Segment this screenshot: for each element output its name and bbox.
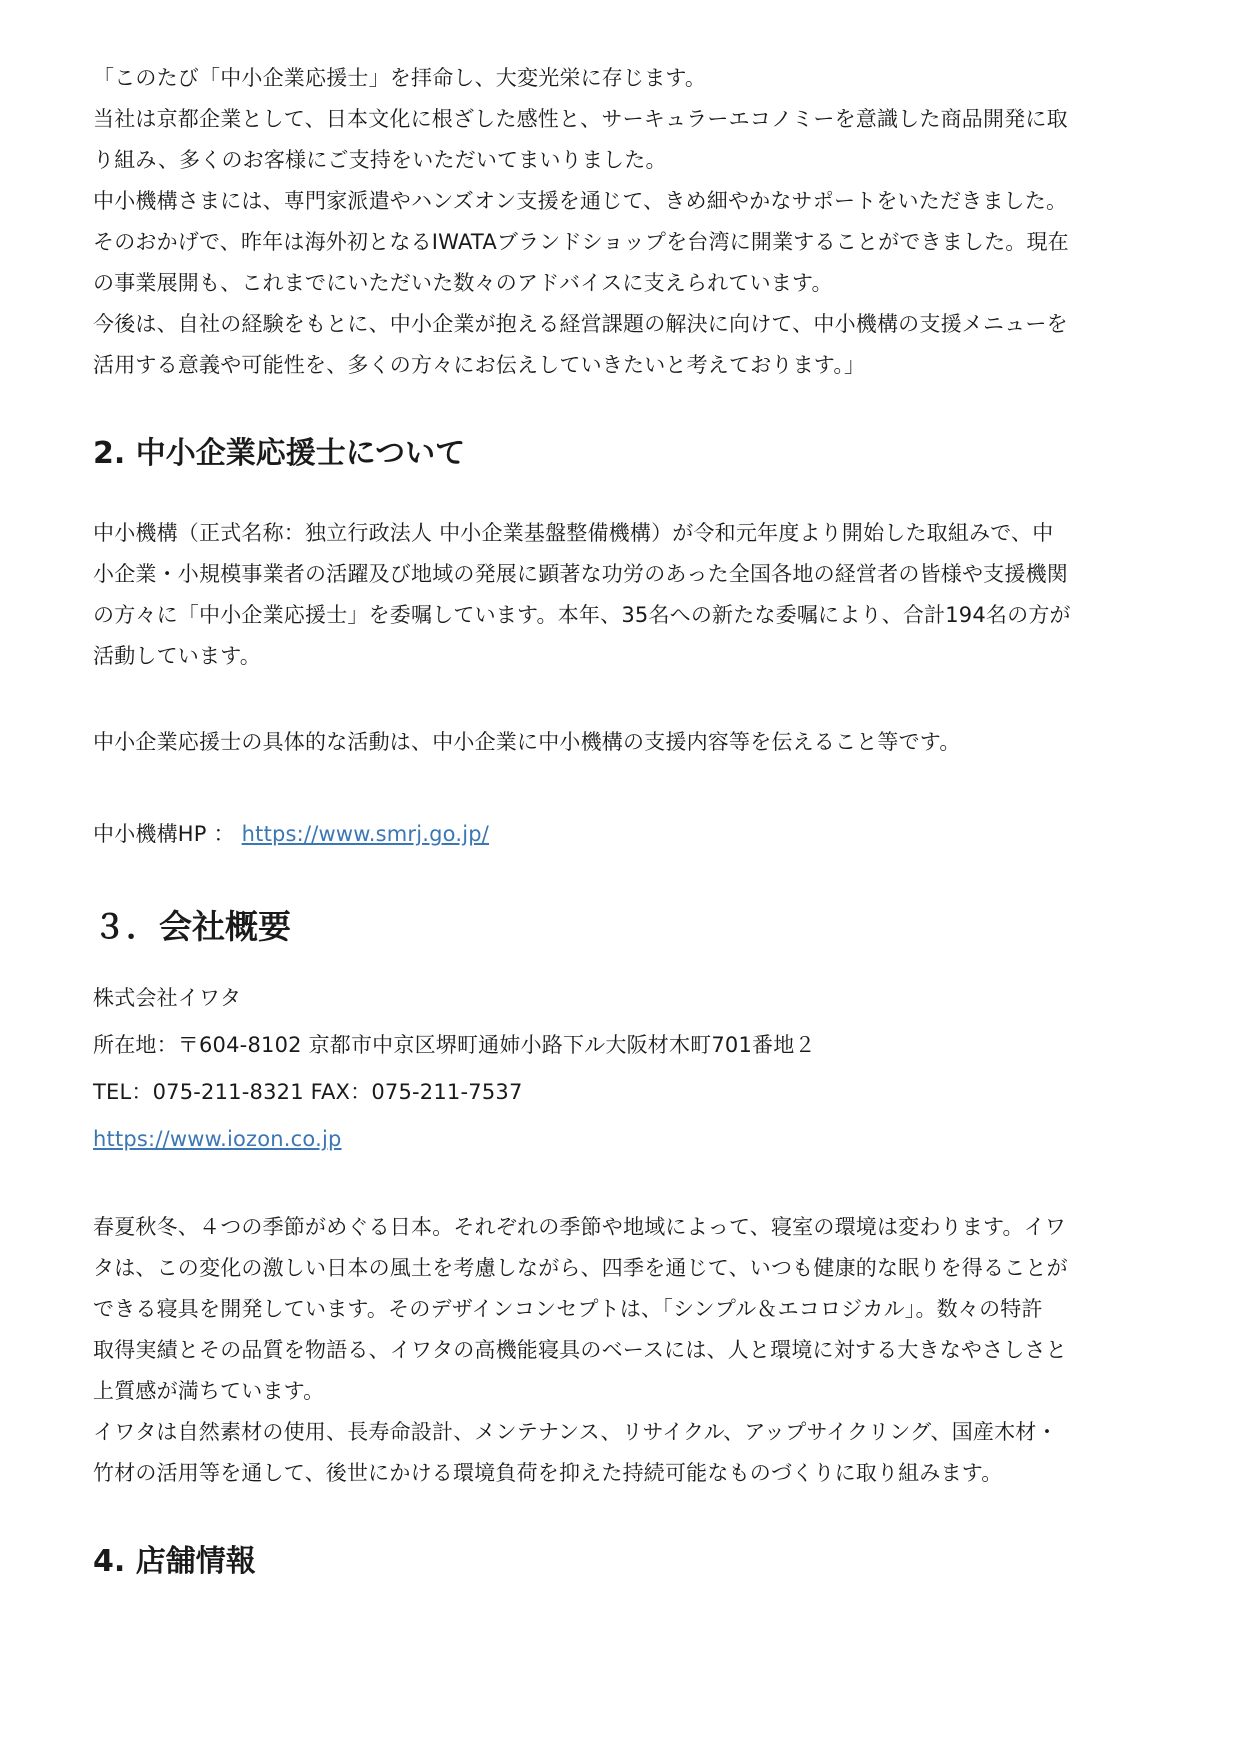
company-desc-line: できる寝具を開発しています。そのデザインコンセプトは、「シンプル＆エコロジカル」。数々の特許 <box>93 1297 1043 1321</box>
greeting-line: 当社は京都企業として、日本文化に根ざした感性と、サーキュラーエコノミーを意識した商品開発に取 <box>93 107 1068 131</box>
company-info <box>93 975 1153 1163</box>
greeting-paragraph <box>93 58 1153 386</box>
section-2-description <box>93 513 1153 677</box>
company-desc-line: 取得実績とその品質を物語る、イワタの高機能寝具のベースには、人と環境に対する大きなやさしさと <box>93 1338 1067 1362</box>
company-address: 所在地：〒604-8102 京都市中京区堺町通姉小路下ル大阪材木町701番地２ <box>93 1033 816 1057</box>
greeting-line: 今後は、自社の経験をもとに、中小企業が抱える経営課題の解決に向けて、中小機構の支援メニューを <box>93 312 1068 336</box>
smrj-homepage-line <box>93 814 1153 855</box>
greeting-line: 中小機構さまには、専門家派遣やハンズオン支援を通じて、きめ細やかなサポートをいただきました。 <box>93 189 1068 213</box>
description-line: 小企業・小規模事業者の活躍及び地域の発展に顕著な功労のあった全国各地の経営者の皆様や支援機関 <box>93 562 1068 586</box>
greeting-line: そのおかげで、昨年は海外初となるIWATAブランドショップを台湾に開業することができました。現在 <box>93 230 1069 254</box>
company-desc-line: 春夏秋冬、４つの季節がめぐる日本。それぞれの季節や地域によって、寝室の環境は変わります。イワ <box>93 1215 1067 1239</box>
company-desc-line: イワタは自然素材の使用、長寿命設計、メンテナンス、リサイクル、アップサイクリング、国産木材・ <box>93 1420 1058 1444</box>
section-2-heading: 2. 中小企業応援士について <box>93 436 466 471</box>
smrj-homepage-link[interactable]: https://www.smrj.go.jp/ <box>241 822 490 846</box>
section-3-heading: ３．会社概要 <box>93 907 291 946</box>
company-contact: TEL：075-211-8321 FAX：075-211-7537 <box>93 1080 523 1104</box>
company-description <box>93 1207 1153 1494</box>
smrj-hp-label: 中小機構HP ： <box>93 822 235 846</box>
greeting-line: の事業展開も、これまでにいただいた数々のアドバイスに支えられています。 <box>93 271 833 295</box>
description-line: 活動しています。 <box>93 644 261 668</box>
greeting-line: 「このたび「中小企業応援士」を拝命し、大変光栄に存じます。 <box>93 66 707 90</box>
company-website-link[interactable]: https://www.iozon.co.jp <box>93 1127 342 1151</box>
company-name: 株式会社イワタ <box>93 986 242 1010</box>
company-desc-line: タは、この変化の激しい日本の風土を考慮しながら、四季を通じて、いつも健康的な眠りを得ることが <box>93 1256 1068 1280</box>
greeting-line: り組み、多くのお客様にご支持をいただいてまいりました。 <box>93 148 667 172</box>
greeting-line: 活用する意義や可能性を、多くの方々にお伝えしていきたいと考えております。」 <box>93 353 866 377</box>
section-4-heading: 4. 店舗情報 <box>93 1544 256 1579</box>
description-line: 中小機構（正式名称：独立行政法人 中小企業基盤整備機構）が令和元年度より開始した取組みで、中 <box>93 521 1054 545</box>
section-2-activity: 中小企業応援士の具体的な活動は、中小企業に中小機構の支援内容等を伝えること等です。 <box>93 730 961 754</box>
description-line: の方々に「中小企業応援士」を委嘱しています。本年、35名への新たな委嘱により、合計194名の方が <box>93 603 1071 627</box>
company-desc-line: 竹材の活用等を通して、後世にかける環境負荷を抑えた持続可能なものづくりに取り組みます。 <box>93 1461 1003 1485</box>
company-desc-line: 上質感が満ちています。 <box>93 1379 325 1403</box>
